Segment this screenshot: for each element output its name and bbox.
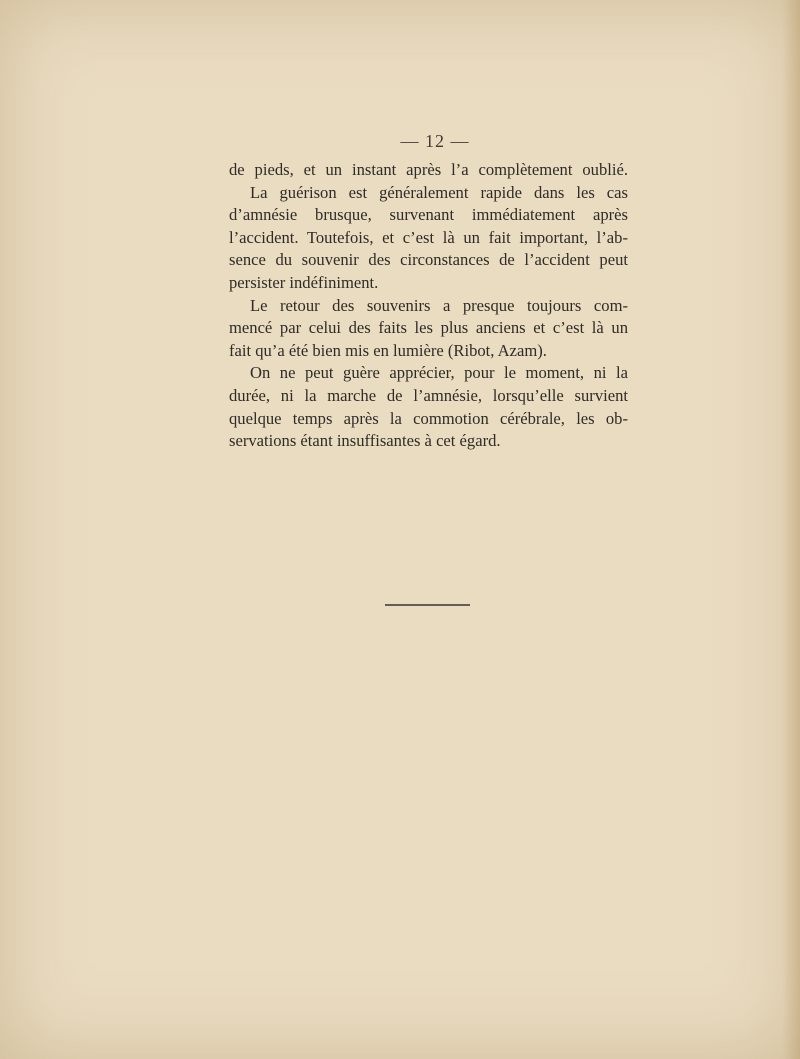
text-line: quelque temps après la commotion cérébrale, les ob- [229, 408, 628, 428]
text-line: durée, ni la marche de l’amnésie, lorsqu’elle survient [229, 385, 628, 405]
text-line: l’accident. Toutefois, et c’est là un fait important, l’ab- [229, 227, 628, 247]
section-separator [385, 604, 470, 606]
text-line: servations étant insuffisantes à cet égard. [229, 431, 501, 451]
text-line: La guérison est généralement rapide dans les cas [250, 182, 628, 202]
text-line: d’amnésie brusque, survenant immédiatement après [229, 205, 628, 225]
text-line: Le retour des souvenirs a presque toujours com- [250, 295, 628, 315]
body-text [229, 159, 628, 453]
text-line: fait qu’a été bien mis en lumière (Ribot, Azam). [229, 340, 547, 360]
text-line: On ne peut guère apprécier, pour le moment, ni la [250, 363, 628, 383]
page-edge-shadow [782, 0, 800, 1059]
text-line: sence du souvenir des circonstances de l’accident peut [229, 250, 628, 270]
text-line: persister indéfiniment. [229, 272, 379, 292]
page-number: — 12 — [400, 131, 470, 151]
text-line: mencé par celui des faits les plus anciens et c’est là un [229, 318, 628, 338]
text-line: de pieds, et un instant après l’a complètement oublié. [229, 160, 628, 179]
